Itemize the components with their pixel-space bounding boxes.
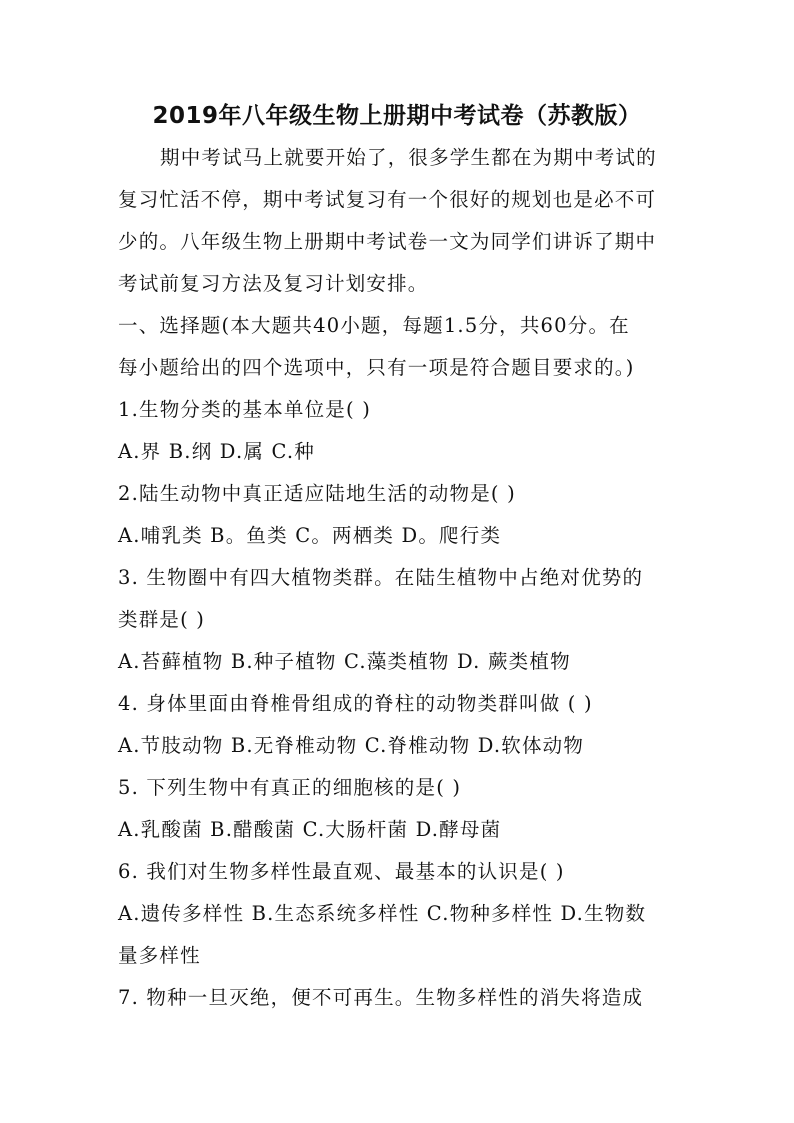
question-3-options: A.苔藓植物 B.种子植物 C.藻类植物 D. 蕨类植物 (118, 650, 571, 673)
question-4-stem: 4. 身体里面由脊椎骨组成的脊柱的动物类群叫做 ( ) (118, 692, 593, 715)
question-6-options-line-2: 量多样性 (118, 944, 201, 967)
question-1-stem: 1.生物分类的基本单位是( ) (118, 398, 372, 421)
question-5-options: A.乳酸菌 B.醋酸菌 C.大肠杆菌 D.酵母菌 (118, 818, 502, 841)
question-2-options: A.哺乳类 B。鱼类 C。两栖类 D。爬行类 (118, 524, 502, 547)
question-6-options-line-1: A.遗传多样性 B.生态系统多样性 C.物种多样性 D.生物数 (118, 902, 647, 925)
question-3-stem-line-1: 3. 生物圈中有四大植物类群。在陆生植物中占绝对优势的 (118, 566, 644, 589)
intro-line-3: 少的。八年级生物上册期中考试卷一文为同学们讲诉了期中 (118, 230, 657, 253)
question-7-stem: 7. 物种一旦灭绝，便不可再生。生物多样性的消失将造成 (118, 986, 644, 1009)
question-4-options: A.节肢动物 B.无脊椎动物 C.脊椎动物 D.软体动物 (118, 734, 585, 757)
question-1-options: A.界 B.纲 D.属 C.种 (118, 440, 315, 463)
intro-line-4: 考试前复习方法及复习计划安排。 (118, 272, 429, 295)
section-heading-line-1: 一、选择题(本大题共40小题，每题1.5分，共60分。在 (118, 314, 630, 337)
section-heading-line-2: 每小题给出的四个选项中，只有一项是符合题目要求的。) (118, 356, 635, 379)
intro-line-2: 复习忙活不停，期中考试复习有一个很好的规划也是必不可 (118, 188, 657, 211)
question-6-stem: 6. 我们对生物多样性最直观、最基本的认识是( ) (118, 860, 565, 883)
document-title: 2019年八年级生物上册期中考试卷（苏教版） (152, 103, 642, 129)
question-3-stem-line-2: 类群是( ) (118, 608, 206, 631)
question-5-stem: 5. 下列生物中有真正的细胞核的是( ) (118, 776, 462, 799)
intro-line-1: 期中考试马上就要开始了，很多学生都在为期中考试的 (160, 146, 657, 169)
question-2-stem: 2.陆生动物中真正适应陆地生活的动物是( ) (118, 482, 516, 505)
